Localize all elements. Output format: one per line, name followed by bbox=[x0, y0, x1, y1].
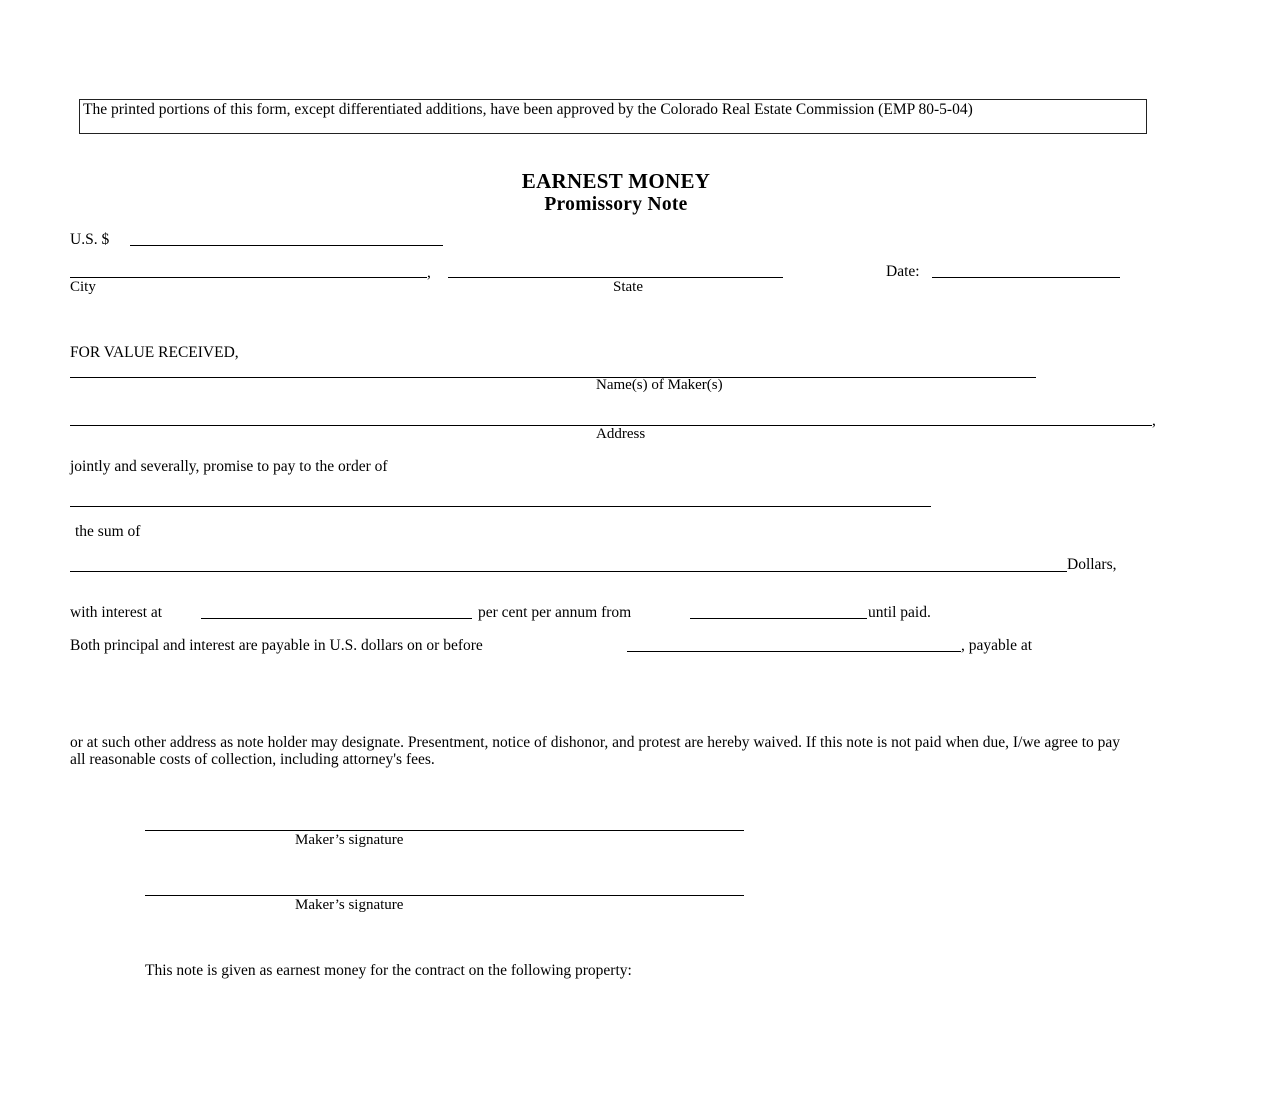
state-field[interactable] bbox=[448, 277, 783, 278]
amount-field[interactable] bbox=[130, 245, 443, 246]
payee-field[interactable] bbox=[70, 506, 931, 507]
payable-prefix: Both principal and interest are payable in U.S. dollars on or before bbox=[70, 637, 483, 654]
payable-date-field[interactable] bbox=[627, 651, 961, 652]
date-label: Date: bbox=[886, 263, 920, 280]
city-field[interactable] bbox=[70, 277, 427, 278]
dollars-label: Dollars, bbox=[1067, 556, 1117, 573]
address-comma: , bbox=[1152, 412, 1156, 429]
city-state-comma: , bbox=[427, 264, 431, 281]
maker-signature-field-2[interactable] bbox=[145, 895, 744, 896]
document-subtitle: Promissory Note bbox=[544, 194, 688, 215]
interest-prefix: with interest at bbox=[70, 604, 163, 621]
maker-signature-field-1[interactable] bbox=[145, 830, 744, 831]
amount-label: U.S. $ bbox=[70, 231, 110, 248]
makers-caption: Name(s) of Maker(s) bbox=[596, 377, 723, 393]
value-received-text: FOR VALUE RECEIVED, bbox=[70, 344, 239, 361]
sum-of-text: the sum of bbox=[75, 523, 141, 540]
promise-text: jointly and severally, promise to pay to the order of bbox=[70, 458, 388, 475]
interest-suffix: until paid. bbox=[868, 604, 931, 621]
maker-signature-caption-1: Maker’s signature bbox=[295, 832, 404, 848]
city-caption: City bbox=[70, 279, 96, 295]
makers-name-field[interactable] bbox=[70, 377, 1036, 378]
date-field[interactable] bbox=[932, 277, 1120, 278]
sum-words-field[interactable] bbox=[70, 571, 1067, 572]
property-statement: This note is given as earnest money for the contract on the following property: bbox=[145, 962, 632, 979]
interest-start-date-field[interactable] bbox=[690, 618, 867, 619]
waiver-paragraph: or at such other address as note holder may designate. Presentment, notice of dishonor, and protest are hereby waived. If this note is not paid when due, I/we agree to pay all reasonable costs of collection, including attorney's fees. bbox=[70, 734, 1121, 768]
document-title: EARNEST MONEY bbox=[521, 169, 711, 193]
address-caption: Address bbox=[596, 426, 646, 442]
approval-notice: The printed portions of this form, except differentiated additions, have been approved by the Colorado Real Estate Commission (EMP 80-5-04) bbox=[83, 101, 973, 118]
interest-middle: per cent per annum from bbox=[478, 604, 632, 621]
interest-rate-field[interactable] bbox=[201, 618, 472, 619]
payable-suffix: , payable at bbox=[961, 637, 1033, 654]
state-caption: State bbox=[613, 279, 643, 295]
maker-signature-caption-2: Maker’s signature bbox=[295, 897, 404, 913]
